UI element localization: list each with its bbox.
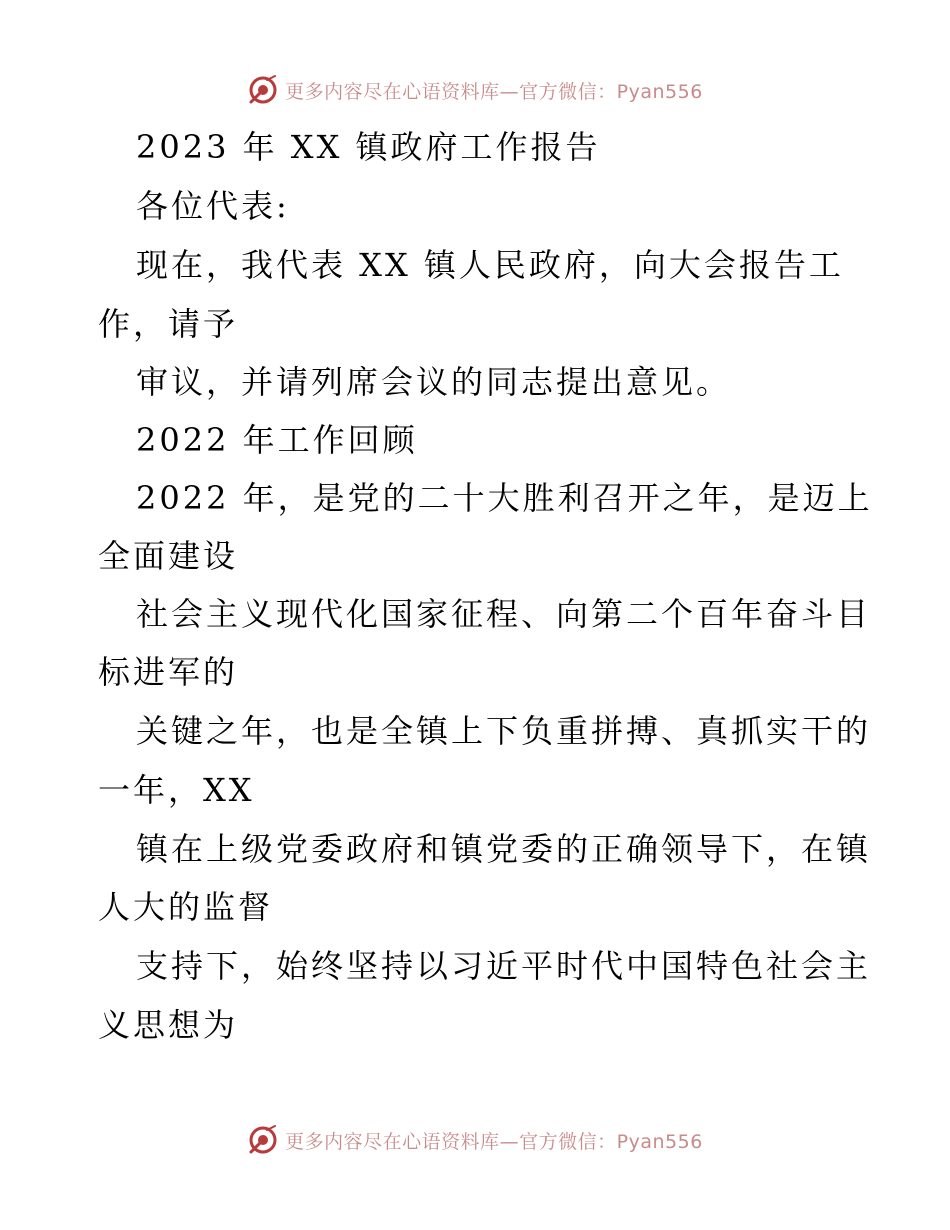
paragraph-line: 义思想为 xyxy=(98,1006,239,1044)
pen-logo-icon xyxy=(247,1124,279,1156)
section-heading: 2022 年工作回顾 xyxy=(136,421,418,459)
paragraph-line: 全面建设 xyxy=(98,537,239,575)
pen-logo-icon xyxy=(247,74,279,106)
salutation: 各位代表: xyxy=(136,187,290,225)
paragraph-line: 一年，XX xyxy=(98,771,255,809)
paragraph-line: 审议，并请列席会议的同志提出意见。 xyxy=(136,363,732,401)
paragraph-line: 支持下，始终坚持以习近平时代中国特色社会主 xyxy=(136,947,872,985)
paragraph-line: 现在，我代表 XX 镇人民政府，向大会报告工 xyxy=(136,246,844,284)
footer-watermark xyxy=(0,1122,950,1158)
paragraph-line: 人大的监督 xyxy=(98,888,274,926)
watermark-wechat-id: Pyan556 xyxy=(616,1130,703,1153)
paragraph-line: 关键之年，也是全镇上下负重拼搏、真抓实干的 xyxy=(136,712,872,750)
paragraph-line: 社会主义现代化国家征程、向第二个百年奋斗目 xyxy=(136,595,872,633)
paragraph-line: 镇在上级党委政府和镇党委的正确领导下，在镇 xyxy=(136,830,872,868)
paragraph-line: 2022 年，是党的二十大胜利召开之年，是迈上 xyxy=(136,479,873,517)
paragraph-line: 作，请予 xyxy=(98,305,239,343)
watermark-text: 更多内容尽在心语资料库—官方微信：Pyan556 xyxy=(285,80,703,103)
watermark-wechat-id: Pyan556 xyxy=(616,80,703,103)
paragraph-line: 标进军的 xyxy=(98,653,239,691)
header-watermark xyxy=(0,72,950,108)
document-title: 2023 年 XX 镇政府工作报告 xyxy=(136,128,601,166)
watermark-text: 更多内容尽在心语资料库—官方微信：Pyan556 xyxy=(285,1130,703,1153)
